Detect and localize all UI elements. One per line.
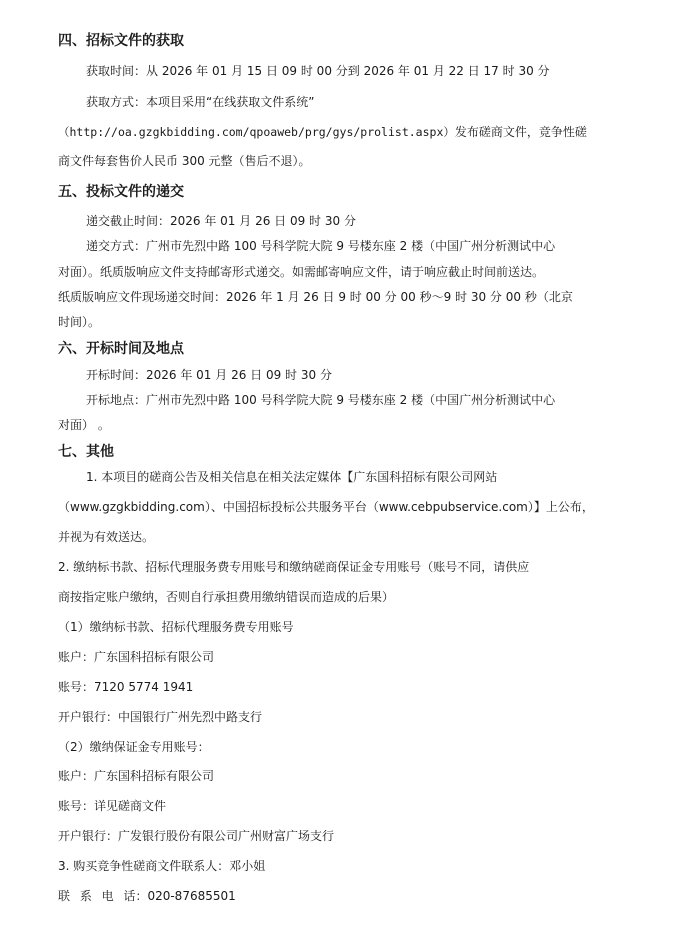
other-item-1-line-3: 并视为有效送达。 [58, 530, 155, 544]
account-2-name: 账户：广东国科招标有限公司 [58, 769, 215, 783]
other-item-2-line-1: 2. 缴纳标书款、招标代理服务费专用账号和缴纳磋商保证金专用账号（账号不同，请供应 [58, 560, 530, 574]
acquire-method: 获取方式：本项目采用“在线获取文件系统” [86, 95, 315, 109]
opening-place-line-1: 开标地点：广州市先烈中路 100 号科学院大院 9 号楼东座 2 楼（中国广州分析测试中心 [86, 393, 556, 407]
submission-method-line-3: 纸质版响应文件现场递交时间：2026 年 1 月 26 日 9 时 00 分 00 秒～9 时 30 分 00 秒（北京 [58, 290, 573, 304]
submission-method-line-1: 递交方式：广州市先烈中路 100 号科学院大院 9 号楼东座 2 楼（中国广州分析测试中心 [86, 239, 556, 253]
account-1-name: 账户：广东国科招标有限公司 [58, 650, 215, 664]
other-item-1-line-1: 1. 本项目的磋商公告及相关信息在相关法定媒体【广东国科招标有限公司网站 [86, 470, 498, 484]
section-4-heading: 四、招标文件的获取 [58, 33, 184, 49]
section-6-heading: 六、开标时间及地点 [58, 341, 184, 357]
submission-deadline: 递交截止时间：2026 年 01 月 26 日 09 时 30 分 [86, 214, 356, 228]
account-1-number: 账号：7120 5774 1941 [58, 680, 194, 694]
section-7-heading: 七、其他 [58, 444, 114, 460]
contact-person: 3. 购买竞争性磋商文件联系人：邓小姐 [58, 859, 266, 873]
account-2-bank: 开户银行：广发银行股份有限公司广州财富广场支行 [58, 829, 335, 843]
publish-text: 发布磋商文件，竞争性磋 [454, 125, 587, 139]
acquire-url[interactable]: （http://oa.gzgkbidding.com/qpoaweb/prg/gys/prolist.aspx） [58, 125, 455, 139]
document-price: 商文件每套售价人民币 300 元整（售后不退）。 [58, 154, 311, 168]
section-5-heading: 五、投标文件的递交 [58, 184, 184, 200]
contact-phone: 联 系 电 话：020-87685501 [58, 889, 236, 903]
submission-method-line-4: 时间）。 [58, 315, 101, 329]
account-2-title: （2）缴纳保证金专用账号： [58, 740, 210, 754]
opening-place-line-2: 对面） 。 [58, 418, 110, 432]
acquire-url-line [58, 124, 587, 140]
account-1-title: （1）缴纳标书款、招标代理服务费专用账号 [58, 620, 294, 634]
account-2-number: 账号：详见磋商文件 [58, 799, 167, 813]
account-1-bank: 开户银行：中国银行广州先烈中路支行 [58, 710, 263, 724]
other-item-1-line-2: （www.gzgkbidding.com）、中国招标投标公共服务平台（www.cebpubservice.com）】上公布， [58, 500, 594, 514]
other-item-2-line-2: 商按指定账户缴纳，否则自行承担费用缴纳错误而造成的后果） [58, 590, 395, 604]
opening-time: 开标时间：2026 年 01 月 26 日 09 时 30 分 [86, 368, 332, 382]
acquire-time: 获取时间：从 2026 年 01 月 15 日 09 时 00 分到 2026 年 01 月 22 日 17 时 30 分 [86, 64, 550, 78]
submission-method-line-2: 对面）。纸质版响应文件支持邮寄形式递交。如需邮寄响应文件，请于响应截止时间前送达。 [58, 265, 545, 279]
